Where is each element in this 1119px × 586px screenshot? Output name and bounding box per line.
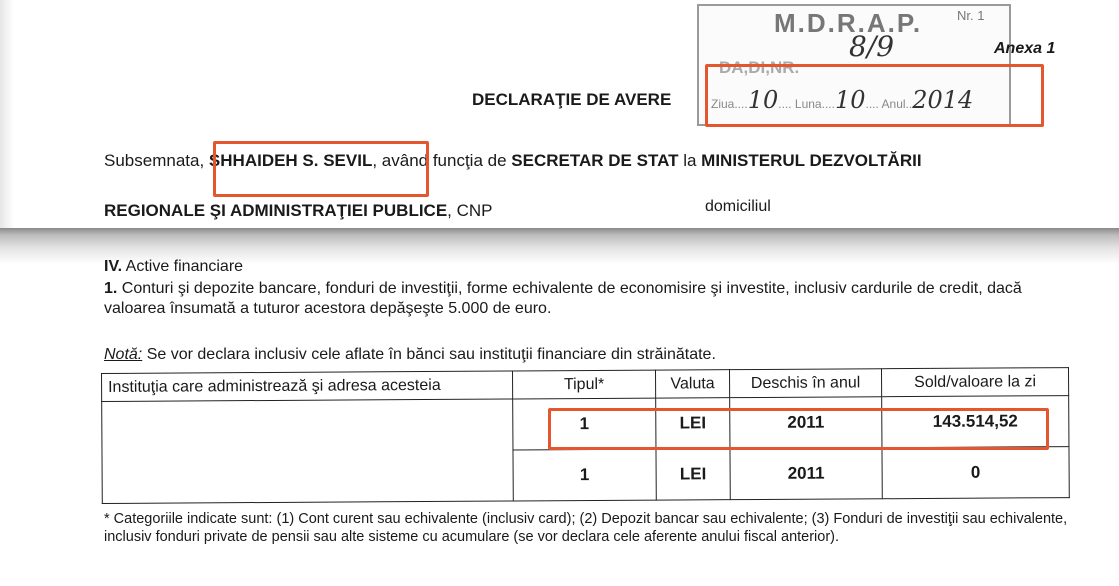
declarant-name: SHHAIDEH S. SEVIL xyxy=(208,151,373,170)
highlight-stamp-date xyxy=(705,64,1044,127)
year-cell: 2011 xyxy=(730,448,882,500)
stamp-dinr-label: DA,DI,NR. xyxy=(719,58,800,77)
institution-line-1: MINISTERUL DEZVOLTĂRII xyxy=(701,151,922,170)
institution-line-2: REGIONALE ŞI ADMINISTRAŢIEI PUBLICE xyxy=(104,201,448,220)
item-paragraph xyxy=(104,279,1044,319)
annex-label: Anexa 1 xyxy=(994,40,1056,57)
declarant-line-2 xyxy=(104,201,493,221)
domicile-label: domiciliul xyxy=(705,198,771,215)
at-word: la xyxy=(683,151,697,170)
col-header-balance: Sold/valoare la zi xyxy=(881,368,1068,397)
item-number: 1. xyxy=(104,280,118,297)
highlight-balance-row xyxy=(548,408,1049,450)
institution-cell xyxy=(102,399,514,504)
stamp-luna-label: Luna xyxy=(794,97,822,111)
currency-cell: LEI xyxy=(656,449,730,500)
year-cell: 2011 xyxy=(730,397,882,449)
col-header-year: Deschis în anul xyxy=(729,369,881,398)
section-title: Active financiare xyxy=(125,258,244,275)
declarant-prefix: Subsemnata, xyxy=(104,151,205,170)
function-intro: , având funcţia de xyxy=(372,151,507,170)
note-label: Notă: xyxy=(104,346,143,363)
section-heading xyxy=(104,258,243,276)
stamp-ziua-label: Ziua xyxy=(711,97,735,111)
declarant-function: SECRETAR DE STAT xyxy=(511,151,679,170)
col-header-institution: Instituţia care administrează şi adresa acesteia xyxy=(102,371,513,402)
scan-edge-shadow xyxy=(0,0,14,232)
type-cell: 1 xyxy=(513,449,656,501)
stamp-nr: Nr. 1 xyxy=(957,8,985,23)
document-title: DECLARAŢIE DE AVERE xyxy=(472,90,672,109)
stamp-ziua-value: 10 xyxy=(747,86,779,114)
currency-cell: LEI xyxy=(656,398,730,449)
balance-cell: 143.514,52 xyxy=(882,396,1069,448)
balance-cell: 0 xyxy=(882,447,1069,499)
note-text: Se vor declara inclusiv cele aflate în bănci sau instituţii financiare din străinătate. xyxy=(146,346,716,363)
stamp-anul-value: 2014 xyxy=(912,86,974,114)
stamp-handwritten-number: 8/9 xyxy=(849,30,895,63)
note-line xyxy=(104,346,716,364)
col-header-type: Tipul* xyxy=(512,370,655,399)
section-roman: IV. xyxy=(104,258,123,275)
highlight-declarant-name xyxy=(213,141,429,197)
stamp-date-row: Ziua....10.... Luna....10.... Anul..2014 xyxy=(711,86,974,114)
footnote: * Categoriile indicate sunt: (1) Cont curent sau echivalente (inclusiv card); (2) Depozit bancar sau echivalente; (3) Fonduri de investiţii sau echivalente, inclusiv fonduri private de pensii sau alte sisteme cu acumulare (se vor declara cele aferente anului fiscal anterior). xyxy=(104,511,1068,545)
col-header-currency: Valuta xyxy=(655,370,729,398)
type-cell: 1 xyxy=(513,398,656,450)
stamp-luna-value: 10 xyxy=(834,86,866,114)
stamp-title: M.D.R.A.P. xyxy=(774,8,923,38)
cnp-label: , CNP xyxy=(447,201,493,220)
stamp-anul-label: Anul xyxy=(881,97,906,111)
item-text: Conturi şi depozite bancare, fonduri de investiţii, forme echivalente de economisire şi investite, inclusiv cardurile de credit, dacă valoarea însumată a tuturor acestora depăşeşte 5.000 de euro. xyxy=(104,280,1022,317)
